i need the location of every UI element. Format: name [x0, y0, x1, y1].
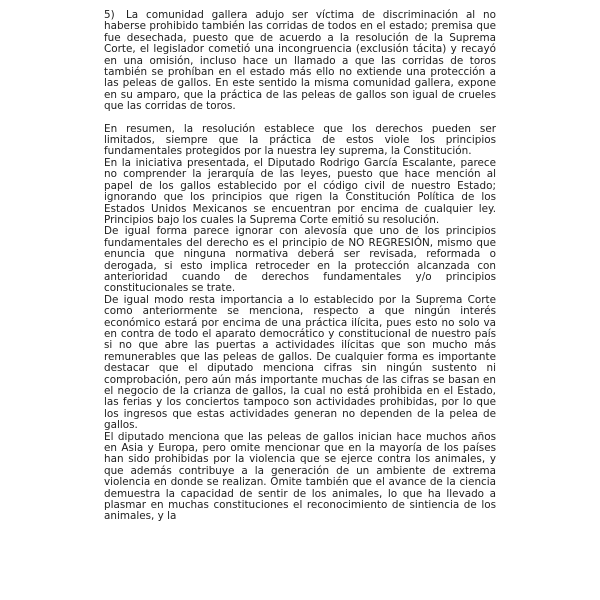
- paragraph-summary: En resumen, la resolución establece que los derechos pueden ser limitados, siempre que la práctica de estos viole los principios fundamentales protegidos por la nuestra ley suprema, la Constitución.: [104, 122, 496, 158]
- document-page: [104, 10, 496, 523]
- paragraph-spacer: [104, 113, 496, 124]
- paragraph-initiative: En la iniciativa presentada, el Diputado Rodrigo García Escalante, parece no comprender la jerarquía de las leyes, puesto que hace mención al papel de los gallos establecido por el código civil de nuestro Estado; ignorando que los principios que rigen la Constitución Política de los Estados Unidos Mexicanos se encuentran por encima de cualquier ley. Principios bajo los cuales la Suprema Corte emitió su resolución.: [104, 156, 496, 226]
- paragraph-item-5: [104, 10, 496, 113]
- paragraph-text: La comunidad gallera adujo ser víctima de discriminación al no haberse prohibido también las corridas de todos en el estado; premisa que fue desechada, puesto que de acuerdo a la resolución de la Suprema Corte, el legislador cometió una incongruencia (exclusión tácita) y recayó en una omisión, incluso hace un llamado a que las corridas de toros también se prohíban en el estado más ello no extiende una protección a las peleas de gallos. En este sentido la misma comunidad gallera, expone en su amparo, que la práctica de las peleas de gallos son igual de crueles que las corridas de toros.: [104, 9, 496, 113]
- paragraph-no-regression: De igual forma parece ignorar con alevosía que uno de los principios fundamentales del derecho es el principio de NO REGRESIÓN, mismo que enuncia que ninguna normativa deberá ser revisada, reformada o derogada, si esto implica retroceder en la protección alcanzada con anterioridad cuando de derechos fundamentales y/o principios constitucionales se trate.: [104, 225, 496, 295]
- paragraph-economic-interest: De igual modo resta importancia a lo establecido por la Suprema Corte como anteriormente se menciona, respecto a que ningún interés económico estará por encima de una práctica ilícita, pues esto no solo va en contra de todo el aparato democrático y constitucional de nuestro país si no que abre las puertas a actividades ilícitas que son mucho más remunerables que las peleas de gallos. De cualquier forma es importante destacar que el diputado menciona cifras sin ningún sustento ni comprobación, pero aún más importante muchas de las cifras se basan en el negocio de la crianza de gallos, la cual no está prohibida en el Estado, las ferias y los conciertos tampoco son actividades prohibidas, por lo que los ingresos que estas actividades generan no dependen de la pelea de gallos.: [104, 293, 496, 432]
- paragraph-history: El diputado menciona que las peleas de gallos inician hace muchos años en Asia y Europa, pero omite mencionar que en la mayoría de los países han sido prohibidas por la violencia que se ejerce contra los animales, y que además contribuye a la generación de un ambiente de extrema violencia en donde se realizan. Omite también que el avance de la ciencia demuestra la capacidad de sentir de los animales, lo que ha llevado a plasmar en muchas constituciones el reconocimiento de sintiencia de los animales, y la: [104, 430, 496, 523]
- item-number: 5): [104, 9, 115, 21]
